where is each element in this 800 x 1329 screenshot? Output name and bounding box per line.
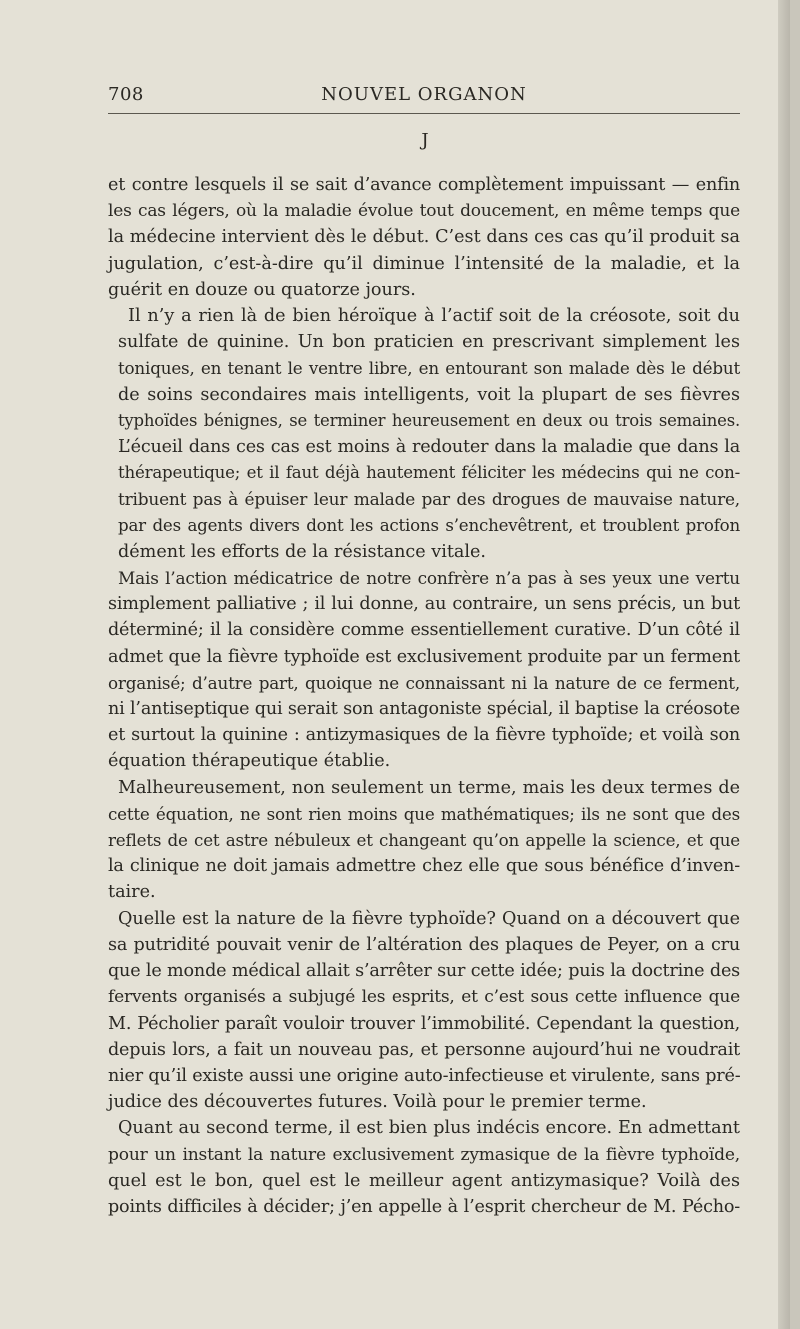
text-line: M. Pécholier paraît vouloir trouver l’immobilité. Cependant la question, xyxy=(108,1013,740,1034)
text-line: taire. xyxy=(108,882,156,903)
text-line: guérit en douze ou quatorze jours. xyxy=(108,279,416,300)
text-line: Quelle est la nature de la fièvre typhoïde? Quand on a découvert que xyxy=(118,908,740,929)
text-line: toniques, en tenant le ventre libre, en entourant son malade dès le début xyxy=(118,358,740,379)
text-line: cette équation, ne sont rien moins que mathématiques; ils ne sont que des xyxy=(108,803,740,824)
page-header xyxy=(108,84,740,110)
text-line: Malheureusement, non seulement un terme, mais les deux termes de xyxy=(118,777,740,798)
text-line: organisé; d’autre part, quoique ne connaissant ni la nature de ce ferment, xyxy=(108,672,740,693)
text-line: fervents organisés a subjugé les esprits, et c’est sous cette influence que xyxy=(108,987,740,1008)
text-line: typhoïdes bénignes, se terminer heureusement en deux ou trois semaines. xyxy=(118,410,740,430)
text-line: nier qu’il existe aussi une origine auto-infectieuse et virulente, sans pré- xyxy=(108,1065,741,1086)
text-line: jugulation, c’est-à-dire qu’il diminue l’intensité de la maladie, et la xyxy=(108,253,740,274)
text-line: que le monde médical allait s’arrêter sur cette idée; puis la doctrine des xyxy=(108,961,740,982)
text-line: et contre lesquels il se sait d’avance complètement impuissant — enfin xyxy=(108,175,740,195)
signature-mark: J xyxy=(421,130,429,151)
text-line: et surtout la quinine : antizymasiques de la fièvre typhoïde; et voilà son xyxy=(108,725,740,746)
text-line: équation thérapeutique établie. xyxy=(108,751,391,772)
text-line: Mais l’action médicatrice de notre confrère n’a pas à ses yeux une vertu xyxy=(118,568,740,589)
paragraph xyxy=(108,172,740,303)
page-number: 708 xyxy=(108,84,144,105)
text-line: judice des découvertes futures. Voilà pour le premier terme. xyxy=(108,1092,647,1113)
text-line: la clinique ne doit jamais admettre chez elle que sous bénéfice d’inven- xyxy=(108,856,740,877)
paragraph xyxy=(108,303,740,565)
text-line: par des agents divers dont les actions s’enchevêtrent, et troublent profon xyxy=(118,515,740,535)
text-line: sa putridité pouvait venir de l’altération des plaques de Peyer, on a cru xyxy=(108,934,740,955)
text-line: tribuent pas à épuiser leur malade par des drogues de mauvaise nature, xyxy=(118,489,740,510)
text-line: simplement palliative ; il lui donne, au contraire, un sens précis, un but xyxy=(108,594,740,615)
paragraph xyxy=(108,906,740,1116)
text-line: Quant au second terme, il est bien plus indécis encore. En admettant xyxy=(118,1118,740,1139)
text-line: L’écueil dans ces cas est moins à redouter dans la maladie que dans la xyxy=(118,437,740,458)
running-title: NOUVEL ORGANON xyxy=(321,84,527,105)
body-text xyxy=(108,172,740,1220)
text-line: Il n’y a rien là de bien héroïque à l’actif soit de la créosote, soit du xyxy=(128,306,740,327)
text-line: depuis lors, a fait un nouveau pas, et personne aujourd’hui ne voudrait xyxy=(108,1039,740,1060)
text-line: dément les efforts de la résistance vitale. xyxy=(118,541,487,562)
text-line: sulfate de quinine. Un bon praticien en prescrivant simplement les xyxy=(118,332,740,353)
paragraph xyxy=(108,1115,740,1220)
text-line: reflets de cet astre nébuleux et changeant qu’on appelle la science, et que xyxy=(108,830,740,851)
text-line: pour un instant la nature exclusivement zymasique de la fièvre typhoïde, xyxy=(108,1144,740,1165)
text-line: les cas légers, où la maladie évolue tout doucement, en même temps que xyxy=(108,201,740,222)
text-line: thérapeutique; et il faut déjà hautement féliciter les médecins qui ne con- xyxy=(118,463,740,483)
paragraph xyxy=(108,565,740,775)
text-line: ni l’antiseptique qui serait son antagoniste spécial, il baptise la créosote xyxy=(108,699,740,720)
text-line: déterminé; il la considère comme essentiellement curative. D’un côté il xyxy=(108,620,740,641)
text-line: quel est le bon, quel est le meilleur agent antizymasique? Voilà des xyxy=(108,1170,740,1191)
text-line: de soins secondaires mais intelligents, voit la plupart de ses fièvres xyxy=(118,384,740,405)
text-line: admet que la fièvre typhoïde est exclusivement produite par un ferment xyxy=(108,646,740,667)
page-edge xyxy=(778,0,790,1329)
paragraph xyxy=(108,775,740,906)
text-line: la médecine intervient dès le début. C’est dans ces cas qu’il produit sa xyxy=(108,227,740,248)
header-rule xyxy=(108,113,740,114)
text-line: points difficiles à décider; j’en appelle à l’esprit chercheur de M. Pécho- xyxy=(108,1196,740,1217)
